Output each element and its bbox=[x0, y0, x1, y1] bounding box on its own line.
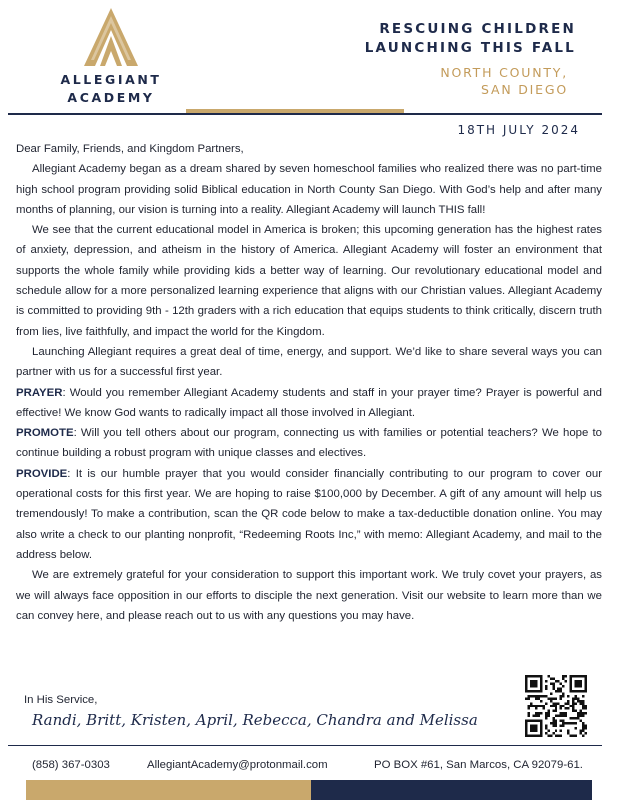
signature: Randi, Britt, Kristen, April, Rebecca, Chandra and Melissa bbox=[32, 711, 478, 729]
footer-phone: (858) 367-0303 bbox=[32, 759, 110, 771]
logo-name-line1: ALLEGIANT bbox=[60, 72, 162, 87]
paragraph-launch: Launching Allegiant requires a great deal of time, energy, and support. We’d like to share several ways you can partner with us for a successful first year. bbox=[16, 345, 602, 379]
footer-bar-gold bbox=[26, 780, 311, 800]
paragraph-mission: We see that the current educational model in America is broken; this upcoming generation has the highest rates of anxiety, depression, and atheism in the history of America. Allegiant Academy will foster an environment that supports the whole family while providing kids a better way of learning. Our revolutionary educational model and schedule allow for a more personalized learning experience that aligns with our Christian values. Allegiant Academy is committed to providing 9th - 12th graders with a rich education that equips students to think critically, discern truth from lies, live faithfully, and impact the world for the Kingdom. bbox=[16, 224, 602, 338]
headline bbox=[365, 20, 576, 58]
paragraph-intro: Allegiant Academy began as a dream shared by seven homeschool families who realized there was no part-time high school program providing solid Biblical education in North County San Diego. With God’s help and after many months of planning, our vision is turning into a reality. Allegiant Academy will launch THIS fall! bbox=[16, 163, 602, 216]
header-divider bbox=[8, 113, 602, 115]
provide-label: PROVIDE bbox=[16, 467, 68, 480]
paragraph-provide bbox=[16, 464, 602, 565]
letter-body bbox=[16, 139, 602, 626]
location-line1: NORTH COUNTY, bbox=[440, 65, 568, 80]
footer-divider bbox=[8, 745, 602, 746]
paragraph-closing: We are extremely grateful for your consideration to support this important work. We truly covet your prayers, as we will always face opposition in our efforts to disciple the next generation. Visit our website to learn more than we can convey here, and please reach out to us with any questions you may have. bbox=[16, 569, 602, 622]
salutation: Dear Family, Friends, and Kingdom Partners, bbox=[16, 143, 244, 155]
promote-text: : Will you tell others about our program, connecting us with families or potential teachers? We hope to continue building a robust program with unique classes and electives. bbox=[16, 427, 602, 460]
prayer-text: : Would you remember Allegiant Academy students and staff in your prayer time? Prayer is powerful and effective! We know God wants to radically impact all those involved in Allegiant. bbox=[16, 386, 602, 419]
logo-name-line2: ACADEMY bbox=[67, 90, 155, 105]
headline-line1: RESCUING CHILDREN bbox=[379, 21, 576, 37]
prayer-label: PRAYER bbox=[16, 386, 63, 399]
location-line2: SAN DIEGO bbox=[481, 82, 568, 97]
triangle-peak-logo-icon bbox=[84, 8, 138, 66]
promote-label: PROMOTE bbox=[16, 427, 74, 440]
footer-address: PO BOX #61, San Marcos, CA 92079-61. bbox=[374, 759, 583, 771]
paragraph-promote bbox=[16, 423, 602, 464]
academy-logo bbox=[56, 8, 166, 104]
location bbox=[440, 64, 568, 98]
closing-line: In His Service, bbox=[24, 694, 98, 706]
footer-bar-navy bbox=[311, 780, 592, 800]
headline-line2: LAUNCHING THIS FALL bbox=[364, 40, 576, 56]
footer-email: AllegiantAcademy@protonmail.com bbox=[147, 759, 328, 771]
letter-date: 18TH JULY 2024 bbox=[457, 123, 580, 137]
paragraph-prayer bbox=[16, 383, 602, 424]
provide-text: : It is our humble prayer that you would consider financially contributing to our program to cover our operational costs for this first year. We are hoping to raise $100,000 by December. A gift of any amount will help us tremendously! To make a contribution, scan the QR code below to make a tax-deductible donation online. You may also write a check to our planting nonprofit, “Redeeming Roots Inc,” with memo: Allegiant Academy, and mail to the address below. bbox=[16, 467, 602, 561]
qr-code-icon[interactable] bbox=[525, 675, 587, 737]
